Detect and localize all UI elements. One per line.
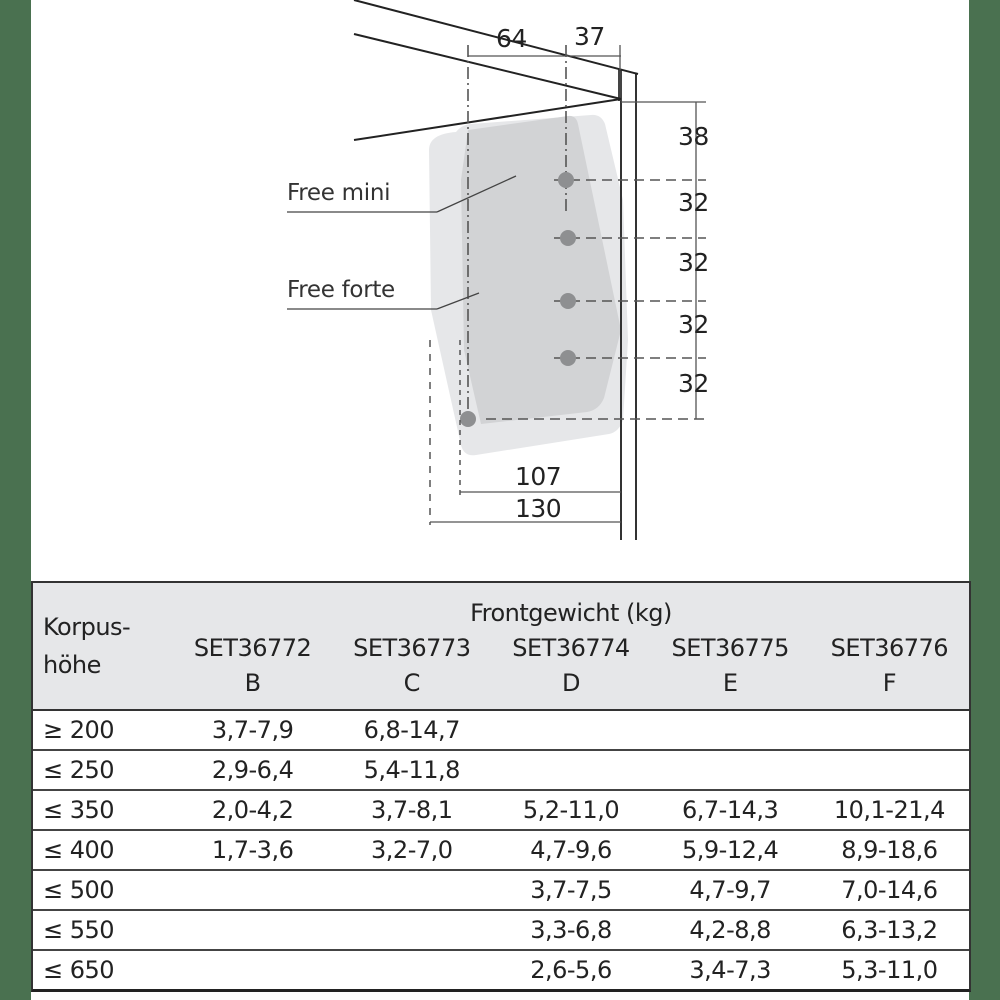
- table-cell: 2,6-5,6: [491, 950, 650, 989]
- dimension-130: 130: [515, 494, 562, 523]
- dimension-107: 107: [515, 462, 562, 491]
- column-header-letter: F: [882, 669, 897, 697]
- column-header-set: SET36776: [830, 634, 949, 662]
- table-cell: [173, 950, 332, 989]
- column-header-set: SET36774: [512, 634, 630, 662]
- column-header-letter: E: [722, 669, 738, 697]
- group-header: Frontgewicht (kg): [470, 599, 672, 627]
- callout-free-forte: Free forte: [287, 277, 395, 303]
- table-row: [33, 830, 969, 870]
- row-header: ≤ 650: [33, 950, 173, 989]
- row-header: ≤ 350: [33, 790, 173, 830]
- table-cell: 6,8-14,7: [332, 710, 491, 750]
- column-header-set: SET36773: [353, 634, 471, 662]
- table-cell: 3,7-8,1: [332, 790, 491, 830]
- dimension-64: 64: [496, 24, 527, 53]
- table-row: [33, 950, 969, 989]
- table-cell: 3,4-7,3: [651, 950, 810, 989]
- row-header: ≤ 400: [33, 830, 173, 870]
- dimension-32-b: 32: [678, 248, 709, 277]
- table-cell: 4,2-8,8: [651, 910, 810, 950]
- corner-header-line-1: Korpus-: [43, 613, 131, 641]
- table-cell: 10,1-21,4: [810, 790, 969, 830]
- table-cell: 3,3-6,8: [491, 910, 650, 950]
- table-cell: 8,9-18,6: [810, 830, 969, 870]
- table-cell: [332, 910, 491, 950]
- dimension-37: 37: [574, 22, 605, 51]
- column-header-letter: D: [561, 669, 580, 697]
- table-cell: [332, 950, 491, 989]
- document-page: [31, 0, 969, 1000]
- dimension-32-c: 32: [678, 310, 709, 339]
- column-header-set: SET36775: [671, 634, 789, 662]
- dimension-32-d: 32: [678, 369, 709, 398]
- table-cell: 6,3-13,2: [810, 910, 969, 950]
- row-header: ≤ 250: [33, 750, 173, 790]
- table-cell: [651, 750, 810, 790]
- table-cell: [173, 870, 332, 910]
- table-row: [33, 870, 969, 910]
- table-row: [33, 910, 969, 950]
- table-cell: 5,4-11,8: [332, 750, 491, 790]
- row-header: ≥ 200: [33, 710, 173, 750]
- table-cell: 4,7-9,7: [651, 870, 810, 910]
- table-cell: [173, 910, 332, 950]
- dimension-32-a: 32: [678, 188, 709, 217]
- table-cell: 1,7-3,6: [173, 830, 332, 870]
- table-row: [33, 790, 969, 830]
- dimension-38: 38: [678, 122, 709, 151]
- table-cell: 5,2-11,0: [491, 790, 650, 830]
- table-cell: 6,7-14,3: [651, 790, 810, 830]
- column-header-set: SET36772: [193, 634, 312, 662]
- row-header: ≤ 500: [33, 870, 173, 910]
- table-cell: 2,9-6,4: [173, 750, 332, 790]
- table-row: [33, 710, 969, 750]
- table-cell: 3,2-7,0: [332, 830, 491, 870]
- callout-free-mini: Free mini: [287, 180, 391, 206]
- table-cell: [810, 750, 969, 790]
- table-cell: 5,3-11,0: [810, 950, 969, 989]
- table-row: [33, 750, 969, 790]
- table-cell: 3,7-7,9: [173, 710, 332, 750]
- table-cell: 2,0-4,2: [173, 790, 332, 830]
- column-header-letter: C: [403, 669, 420, 697]
- technical-drawing: [31, 0, 969, 560]
- table-cell: 7,0-14,6: [810, 870, 969, 910]
- table-cell: 4,7-9,6: [491, 830, 650, 870]
- table-cell: [491, 710, 650, 750]
- table-cell: [332, 870, 491, 910]
- corner-header-line-2: höhe: [43, 651, 101, 679]
- table-cell: [810, 710, 969, 750]
- front-weight-table: [31, 581, 971, 992]
- drawing-graphics: [31, 0, 969, 560]
- table-cell: [651, 710, 810, 750]
- column-header-letter: B: [244, 669, 261, 697]
- table-cell: [491, 750, 650, 790]
- corner-header: [33, 583, 173, 710]
- table-cell: 5,9-12,4: [651, 830, 810, 870]
- table-cell: 3,7-7,5: [491, 870, 650, 910]
- row-header: ≤ 550: [33, 910, 173, 950]
